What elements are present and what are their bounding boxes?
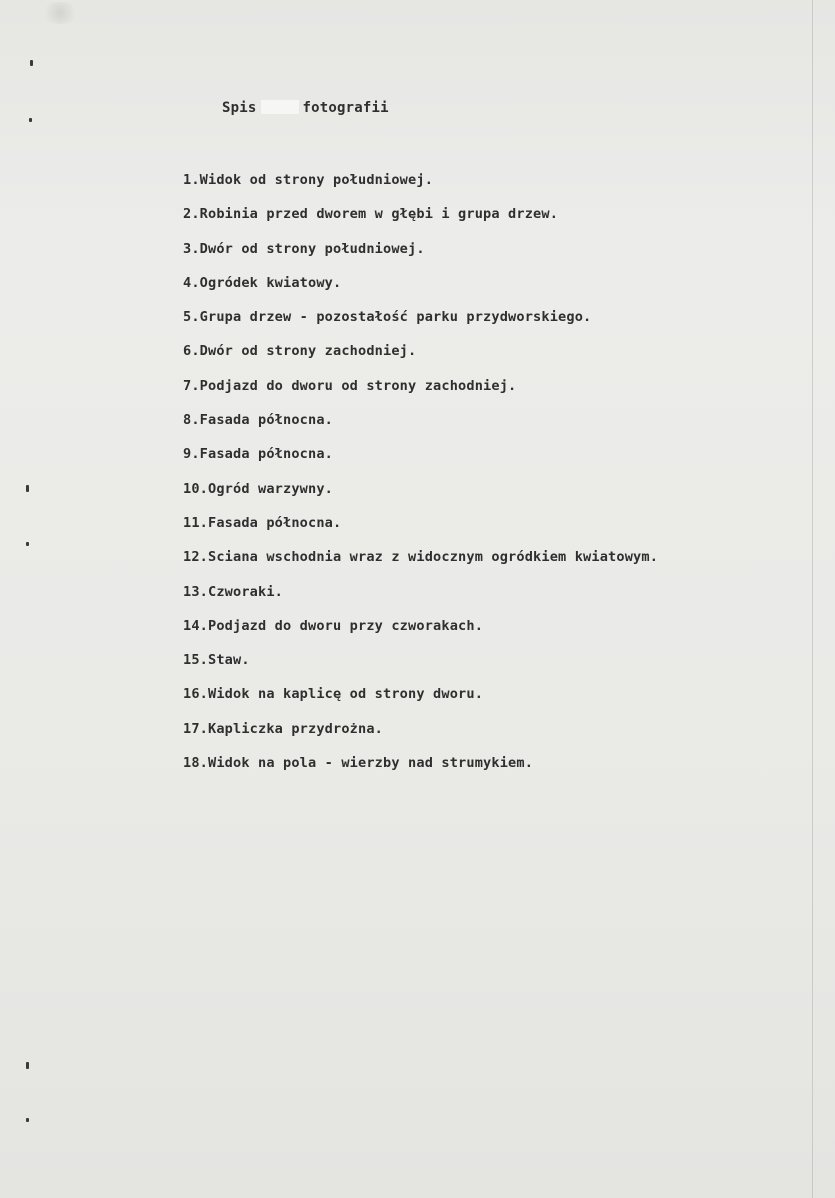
list-item: 7.Podjazd do dworu od strony zachodniej. (183, 377, 517, 394)
list-item: 17.Kapliczka przydrożna. (183, 720, 384, 737)
list-item: 14.Podjazd do dworu przy czworakach. (183, 617, 484, 634)
list-item: 15.Staw. (183, 652, 250, 669)
binder-mark (26, 1062, 29, 1069)
photo-list (183, 171, 658, 788)
binder-mark (26, 542, 29, 546)
list-item: 5.Grupa drzew - pozostałość parku przydworskiego. (183, 309, 592, 326)
list-item: 11.Fasada północna. (183, 514, 342, 531)
list-item: 8.Fasada północna. (183, 412, 334, 429)
title-right: fotografii (302, 100, 389, 116)
binder-mark (29, 118, 32, 122)
list-item: 6.Dwór od strony zachodniej. (183, 343, 417, 360)
list-item: 10.Ogród warzywny. (183, 480, 334, 497)
list-item: 12.Sciana wschodnia wraz z widocznym ogródkiem kwiatowym. (183, 549, 659, 566)
list-item: 13.Czworaki. (183, 583, 284, 600)
paper-smudge (40, 2, 80, 24)
list-item: 9.Fasada północna. (183, 446, 334, 463)
page-edge-line (812, 0, 813, 1198)
binder-mark (30, 60, 33, 66)
list-item: 2.Robinia przed dworem w głębi i grupa drzew. (183, 206, 559, 223)
list-item: 18.Widok na pola - wierzby nad strumykiem. (183, 755, 534, 772)
list-item: 16.Widok na kaplicę od strony dworu. (183, 686, 484, 703)
title-left: Spis (222, 100, 257, 116)
list-item: 3.Dwór od strony południowej. (183, 240, 425, 257)
list-item: 4.Ogródek kwiatowy. (183, 274, 342, 291)
redacted-word (261, 100, 299, 114)
binder-mark (26, 485, 29, 492)
binder-mark (26, 1118, 29, 1122)
list-item: 1.Widok od strony południowej. (183, 172, 434, 188)
page-title (222, 100, 389, 116)
